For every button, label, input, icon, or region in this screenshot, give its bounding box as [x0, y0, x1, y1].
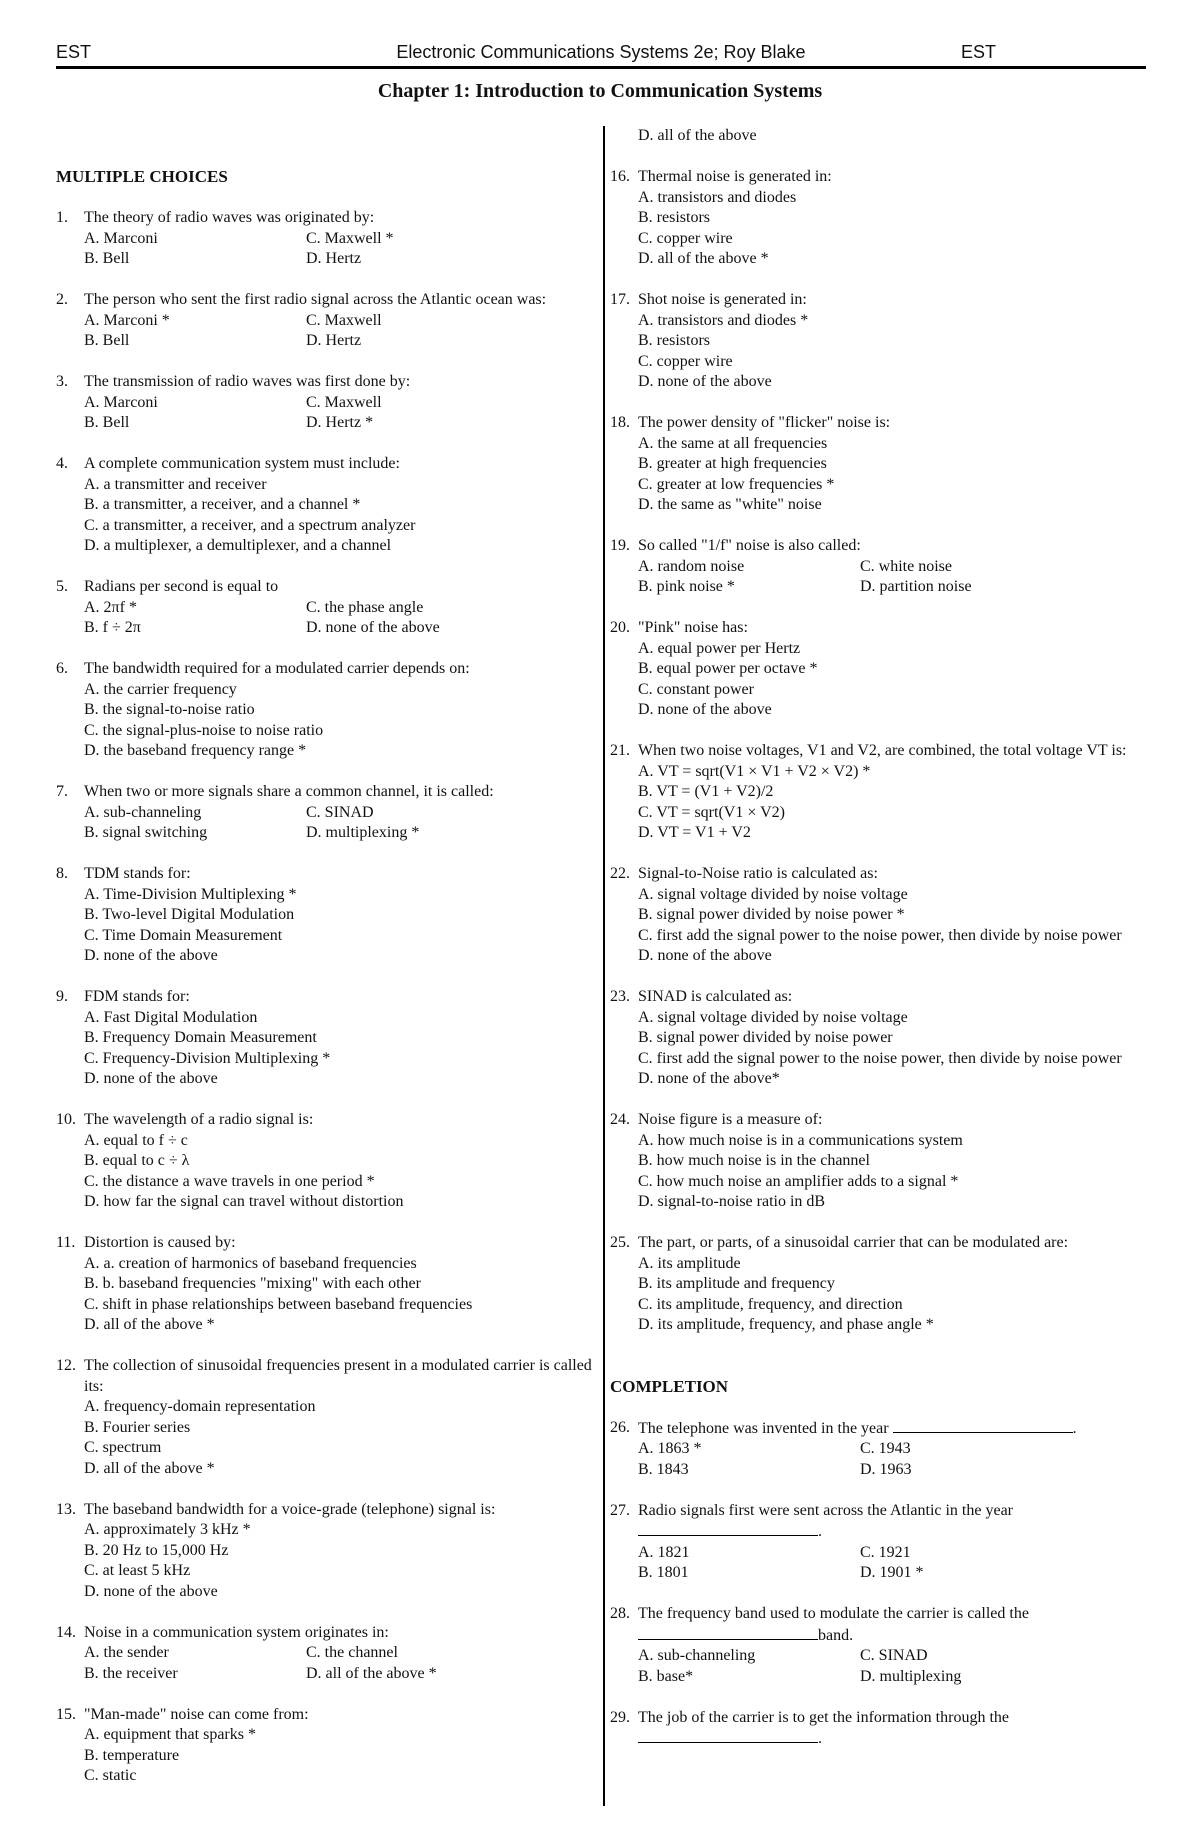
answer-option: B. base* [638, 1667, 694, 1685]
answer-option: C. the channel [306, 1644, 398, 1661]
question-number: 21. [610, 742, 630, 759]
answer-option: A. its amplitude [638, 1254, 741, 1272]
answer-option: C. a transmitter, a receiver, and a spectrum analyzer [84, 516, 416, 534]
answer-option: C. SINAD [306, 803, 374, 821]
answer-option: D. the same as "white" noise [638, 496, 822, 513]
question [56, 782, 594, 844]
answer-option: C. Maxwell [306, 393, 382, 411]
question [56, 372, 594, 434]
question-number: 29. [610, 1708, 630, 1726]
answer-option: B. Fourier series [84, 1418, 191, 1436]
completion-question [610, 1418, 1150, 1481]
question-text: The transmission of radio waves was first done by: [84, 373, 411, 390]
question-text: Thermal noise is generated in: [638, 168, 832, 185]
question-text: Shot noise is generated in: [638, 291, 807, 308]
question-stem [56, 987, 594, 1008]
answer-option: A. the same at all frequencies [638, 434, 828, 452]
answer-option: B. equal power per octave * [638, 660, 818, 677]
question-text: The job of the carrier is to get the information through the [638, 1708, 1009, 1726]
question-stem [610, 536, 1150, 557]
question-number: 7. [56, 783, 68, 800]
question-stem [56, 1500, 594, 1521]
question-stem [610, 987, 1150, 1008]
answer-option: A. 2πf * [84, 598, 137, 616]
answer-option: D. Hertz [306, 332, 362, 349]
answer-option: A. Marconi * [84, 311, 170, 329]
question-stem [610, 1604, 1150, 1646]
answer-option: C. greater at low frequencies * [638, 475, 835, 493]
question-text: The collection of sinusoidal frequencies present in a modulated carrier is called its: [84, 1357, 592, 1395]
question-text: Noise figure is a measure of: [638, 1111, 823, 1128]
question-stem [56, 372, 594, 393]
answer-options-grid [56, 229, 594, 270]
answer-option: B. pink noise * [638, 578, 735, 595]
question-end: . [818, 1730, 822, 1747]
question-text: SINAD is calculated as: [638, 988, 793, 1005]
answer-option: C. the signal-plus-noise to noise ratio [84, 721, 324, 739]
answer-blank [638, 1728, 818, 1743]
question-stem [610, 1418, 1150, 1440]
answer-option: C. copper wire [638, 352, 733, 370]
question-stem [56, 454, 594, 475]
answer-option: D. none of the above [306, 619, 440, 636]
answer-option: B. Bell [84, 414, 130, 431]
answer-option: D. multiplexing [860, 1667, 962, 1685]
answer-option: D. all of the above * [306, 1664, 437, 1682]
question [610, 536, 1150, 598]
answer-option: D. all of the above * [84, 1459, 215, 1477]
answer-option: A. sub-channeling [84, 803, 202, 821]
question [56, 577, 594, 639]
question-text: "Man-made" noise can come from: [84, 1705, 309, 1723]
question-number: 10. [56, 1111, 76, 1128]
question-number: 16. [610, 168, 630, 185]
question-number: 3. [56, 373, 68, 390]
answer-option: C. its amplitude, frequency, and direction [638, 1295, 903, 1313]
question [56, 1233, 594, 1336]
question-stem [610, 1233, 1150, 1254]
question [610, 618, 1150, 721]
answer-option: C. at least 5 kHz [84, 1562, 191, 1579]
answer-option: A. Fast Digital Modulation [84, 1008, 258, 1026]
question-stem [56, 1233, 594, 1254]
question-number: 17. [610, 291, 630, 308]
question-text: The part, or parts, of a sinusoidal carrier that can be modulated are: [638, 1234, 1069, 1251]
question [610, 290, 1150, 393]
answer-options-grid [56, 803, 594, 844]
question [56, 1500, 594, 1603]
answer-option: B. Bell [84, 250, 130, 267]
answer-option: B. signal power divided by noise power * [638, 906, 905, 923]
answer-option: A. equipment that sparks * [84, 1726, 256, 1743]
answer-options-grid [56, 598, 594, 639]
question [56, 659, 594, 762]
question-text: The power density of "flicker" noise is: [638, 414, 891, 431]
answer-option: B. resistors [638, 332, 710, 349]
question-number: 8. [56, 865, 68, 882]
question-stem [610, 741, 1150, 762]
question-stem [56, 577, 594, 598]
question-number: 26. [610, 1418, 630, 1436]
answer-option: C. 1943 [860, 1440, 911, 1457]
answer-option: B. f ÷ 2π [84, 619, 141, 636]
section-heading-completion: COMPLETION [610, 1376, 729, 1396]
page-header [56, 40, 1146, 69]
answer-option: B. resistors [638, 209, 710, 226]
question-number: 23. [610, 988, 630, 1005]
question-number: 20. [610, 619, 630, 636]
question-number: 2. [56, 291, 68, 308]
answer-option: B. its amplitude and frequency [638, 1275, 835, 1292]
question-number: 6. [56, 660, 68, 677]
question-number: 27. [610, 1501, 630, 1519]
answer-option: A. the sender [84, 1644, 169, 1661]
question-text: The theory of radio waves was originated by: [84, 209, 375, 226]
question-text: When two or more signals share a common channel, it is called: [84, 783, 494, 800]
question-text: FDM stands for: [84, 988, 190, 1005]
question-text: A complete communication system must include: [84, 455, 400, 472]
answer-option: A. a transmitter and receiver [84, 475, 267, 493]
answer-option: D. multiplexing * [306, 824, 420, 841]
answer-option: C. Frequency-Division Multiplexing * [84, 1049, 331, 1067]
completion-question [610, 1708, 1150, 1750]
answer-options-grid [610, 1543, 1150, 1584]
answer-options-grid [610, 1646, 1150, 1687]
answer-option: A. signal voltage divided by noise voltage [638, 885, 908, 903]
question-number: 19. [610, 537, 630, 554]
answer-option: A. equal power per Hertz [638, 639, 801, 657]
answer-option: B. a transmitter, a receiver, and a channel * [84, 496, 361, 513]
question-stem [56, 659, 594, 680]
answer-option: C. spectrum [84, 1439, 162, 1456]
question-end: . [1072, 1419, 1077, 1437]
left-column [56, 126, 594, 1807]
answer-option: A. approximately 3 kHz * [84, 1521, 251, 1538]
question-stem [610, 1708, 1150, 1750]
question-text: TDM stands for: [84, 865, 191, 882]
answer-option: C. first add the signal power to the noise power, then divide by noise power [638, 926, 1122, 944]
blank-line [638, 1625, 1150, 1647]
question [56, 1356, 594, 1479]
answer-option: C. Maxwell [306, 311, 382, 329]
answer-option: A. signal voltage divided by noise voltage [638, 1008, 908, 1026]
answer-option: B. the signal-to-noise ratio [84, 701, 255, 718]
answer-option: A. Time-Division Multiplexing * [84, 885, 297, 903]
answer-option: A. Marconi [84, 229, 158, 247]
question-text: Radians per second is equal to [84, 578, 279, 595]
answer-option: B. temperature [84, 1746, 180, 1764]
answer-option: B. b. baseband frequencies "mixing" with each other [84, 1275, 421, 1292]
section-heading-multiple-choices: MULTIPLE CHOICES [56, 167, 228, 186]
question-text: The baseband bandwidth for a voice-grade (telephone) signal is: [84, 1500, 496, 1518]
answer-option: D. Hertz * [306, 414, 374, 431]
answer-option: C. Time Domain Measurement [84, 926, 283, 944]
answer-option: B. the receiver [84, 1664, 178, 1682]
answer-option: B. Frequency Domain Measurement [84, 1029, 317, 1046]
answer-option: B. 1843 [638, 1460, 689, 1478]
page-title: Chapter 1: Introduction to Communication Systems [377, 80, 823, 102]
question-number: 12. [56, 1357, 76, 1374]
answer-option: A. VT = sqrt(V1 × V1 + V2 × V2) * [638, 762, 871, 780]
answer-option: A. sub-channeling [638, 1647, 756, 1664]
question-text: Signal-to-Noise ratio is calculated as: [638, 865, 878, 882]
question [56, 208, 594, 270]
question-stem [56, 1623, 594, 1644]
question [610, 864, 1150, 967]
question-number: 9. [56, 988, 68, 1005]
answer-option: A. frequency-domain representation [84, 1398, 316, 1415]
answer-option: A. the carrier frequency [84, 680, 237, 698]
answer-option: D. 1901 * [860, 1564, 924, 1581]
answer-option: D. Hertz [306, 250, 362, 267]
answer-option: D. none of the above [84, 1070, 218, 1087]
answer-option: D. all of the above [638, 127, 757, 144]
question-text: The person who sent the first radio signal across the Atlantic ocean was: [84, 291, 547, 308]
answer-option: D. its amplitude, frequency, and phase angle * [638, 1316, 934, 1333]
question-number: 22. [610, 865, 630, 882]
answer-blank [638, 1521, 818, 1536]
answer-option: C. how much noise an amplifier adds to a signal * [638, 1172, 959, 1190]
question-stem [56, 1110, 594, 1131]
question-number: 11. [56, 1234, 76, 1251]
header-left: EST [56, 42, 92, 62]
answer-option: B. 20 Hz to 15,000 Hz [84, 1541, 229, 1559]
question [56, 987, 594, 1090]
blank-line [638, 1521, 1150, 1543]
question-number: 24. [610, 1111, 630, 1128]
answer-option: D. signal-to-noise ratio in dB [638, 1193, 826, 1210]
question-number: 28. [610, 1605, 630, 1622]
spacer [56, 126, 594, 147]
question-stem [56, 290, 594, 311]
answer-option: C. the phase angle [306, 598, 424, 616]
answer-option: D. how far the signal can travel without distortion [84, 1193, 404, 1210]
question-end: . [818, 1523, 822, 1540]
completion-question [610, 1604, 1150, 1687]
answer-option: B. greater at high frequencies [638, 455, 827, 472]
answer-option: D. none of the above* [638, 1070, 780, 1087]
answer-option: A. transistors and diodes * [638, 311, 809, 329]
completion-question [610, 1501, 1150, 1584]
answer-option: B. equal to c ÷ λ [84, 1152, 190, 1169]
answer-option: C. shift in phase relationships between baseband frequencies [84, 1295, 473, 1313]
answer-option: B. signal switching [84, 824, 208, 841]
answer-option: B. 1801 [638, 1564, 689, 1581]
answer-option: C. constant power [638, 680, 754, 698]
answer-option: C. copper wire [638, 229, 733, 247]
answer-option: C. the distance a wave travels in one period * [84, 1172, 375, 1190]
question-stem [56, 1356, 594, 1397]
answer-option: A. equal to f ÷ c [84, 1131, 188, 1149]
question [56, 1110, 594, 1213]
answer-options-grid [56, 311, 594, 352]
answer-option: D. none of the above [638, 947, 772, 964]
answer-option: D. partition noise [860, 578, 972, 595]
question [610, 987, 1150, 1090]
blank-line [638, 1728, 1150, 1750]
question [610, 1110, 1150, 1213]
answer-option: A. random noise [638, 557, 745, 575]
answer-option: D. none of the above [84, 947, 218, 964]
answer-option: C. 1921 [860, 1543, 911, 1561]
question-end: band. [818, 1626, 854, 1644]
answer-option: D. all of the above * [84, 1316, 215, 1333]
question-text: So called "1/f" noise is also called: [638, 537, 861, 554]
answer-option: C. white noise [860, 557, 952, 575]
answer-blank [638, 1625, 818, 1640]
question-text: The frequency band used to modulate the carrier is called the [638, 1605, 1029, 1622]
spacer [610, 1356, 1150, 1377]
question [56, 454, 594, 557]
answer-option: B. Two-level Digital Modulation [84, 906, 295, 923]
answer-options-grid [56, 393, 594, 434]
question [56, 864, 594, 967]
question [610, 1233, 1150, 1336]
answer-option: A. 1863 * [638, 1440, 702, 1457]
answer-options-grid [56, 1643, 594, 1684]
answer-option: C. static [84, 1767, 137, 1784]
question [56, 290, 594, 352]
question-number: 14. [56, 1623, 76, 1641]
question-stem [610, 167, 1150, 188]
question-text: Distortion is caused by: [84, 1234, 236, 1251]
answer-option: D. VT = V1 + V2 [638, 824, 751, 841]
question-stem [56, 864, 594, 885]
answer-option: A. 1821 [638, 1543, 690, 1561]
spacer [56, 188, 594, 209]
question-number: 4. [56, 455, 68, 472]
question-stem [56, 1705, 594, 1726]
question [610, 413, 1150, 516]
question-number: 5. [56, 578, 68, 595]
right-column [610, 126, 1150, 1770]
question-number: 18. [610, 414, 630, 431]
answer-option: C. VT = sqrt(V1 × V2) [638, 803, 785, 821]
column-divider [603, 126, 605, 1806]
header-right: EST [960, 42, 996, 62]
question-stem [56, 208, 594, 229]
question-text: When two noise voltages, V1 and V2, are combined, the total voltage VT is: [638, 742, 1127, 759]
answer-option: D. none of the above [84, 1582, 218, 1600]
question-text: The telephone was invented in the year [638, 1419, 893, 1437]
question-text: The wavelength of a radio signal is: [84, 1111, 314, 1128]
question-stem [610, 618, 1150, 639]
answer-option: D. none of the above [638, 373, 772, 390]
answer-option: D. 1963 [860, 1460, 912, 1478]
answer-option: D. a multiplexer, a demultiplexer, and a channel [84, 537, 392, 554]
answer-option: A. Marconi [84, 393, 158, 411]
answer-options-grid [610, 1439, 1150, 1480]
question [610, 167, 1150, 270]
question-text: "Pink" noise has: [638, 619, 748, 636]
question-stem [610, 1501, 1150, 1543]
answer-option: A. a. creation of harmonics of baseband frequencies [84, 1254, 417, 1272]
question-text: The bandwidth required for a modulated carrier depends on: [84, 660, 470, 677]
question [610, 741, 1150, 844]
answer-option: C. Maxwell * [306, 229, 394, 247]
question-number: 13. [56, 1500, 76, 1518]
question-text: Radio signals first were sent across the Atlantic in the year [638, 1501, 1014, 1519]
question-number: 1. [56, 209, 68, 226]
answer-option: A. how much noise is in a communications system [638, 1131, 963, 1149]
question-stem [610, 290, 1150, 311]
question [56, 1705, 594, 1787]
header-center: Electronic Communications Systems 2e; Roy Blake [396, 42, 806, 62]
answer-option: C. SINAD [860, 1647, 928, 1664]
answer-option: A. transistors and diodes [638, 188, 797, 206]
question [56, 1623, 594, 1685]
question-number: 15. [56, 1705, 76, 1723]
spacer [610, 1397, 1150, 1418]
answer-options-grid [610, 557, 1150, 598]
question-text: Noise in a communication system originates in: [84, 1623, 389, 1641]
answer-option: B. signal power divided by noise power [638, 1029, 893, 1046]
answer-option: C. first add the signal power to the noise power, then divide by noise power [638, 1049, 1122, 1067]
question-stem [610, 864, 1150, 885]
answer-option: B. Bell [84, 332, 130, 349]
question-number: 25. [610, 1234, 630, 1251]
answer-option: D. the baseband frequency range * [84, 742, 307, 759]
question-stem [56, 782, 594, 803]
answer-blank [893, 1418, 1073, 1433]
answer-option: D. all of the above * [638, 250, 769, 267]
answer-option: B. how much noise is in the channel [638, 1152, 870, 1169]
question-stem [610, 413, 1150, 434]
answer-option: D. none of the above [638, 701, 772, 718]
answer-option: B. VT = (V1 + V2)/2 [638, 783, 774, 800]
spacer [56, 147, 594, 168]
question-stem [610, 1110, 1150, 1131]
